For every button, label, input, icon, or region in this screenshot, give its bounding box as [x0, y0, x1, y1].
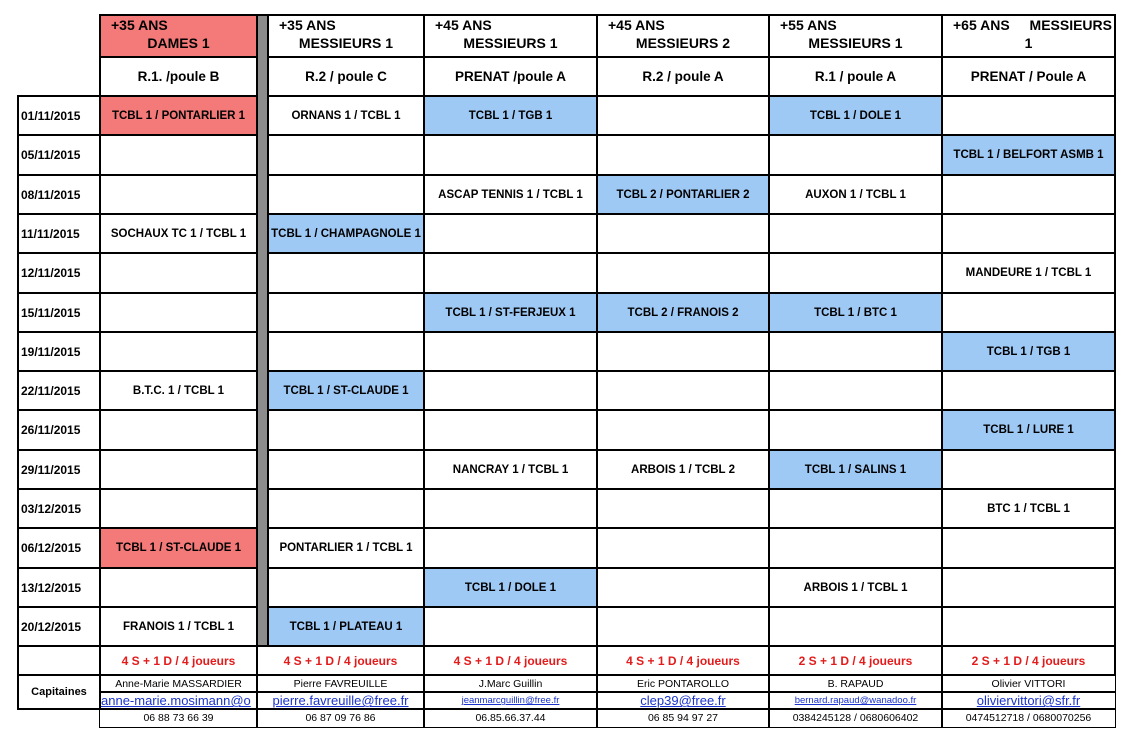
- captain-phone: 06 88 73 66 39: [99, 708, 258, 728]
- age-group: +35 ANS: [279, 17, 336, 33]
- match-cell: ASCAP TENNIS 1 / TCBL 1: [423, 174, 598, 215]
- match-cell: [423, 331, 598, 372]
- match-cell: [596, 370, 770, 411]
- captain-email-link[interactable]: clep39@free.fr: [596, 691, 770, 710]
- captain-phone: 06.85.66.37.44: [423, 708, 598, 728]
- match-date: 26/11/2015: [17, 409, 101, 451]
- match-format: 4 S + 1 D / 4 joueurs: [596, 645, 770, 676]
- match-cell: TCBL 2 / FRANOIS 2: [596, 292, 770, 333]
- category-name: DAMES 1: [147, 35, 210, 51]
- match-cell: [423, 409, 598, 451]
- match-date: 06/12/2015: [17, 527, 101, 569]
- category-name: MESSIEURS 1: [808, 35, 903, 51]
- match-format: 2 S + 1 D / 4 joueurs: [941, 645, 1116, 676]
- match-format: 4 S + 1 D / 4 joueurs: [423, 645, 598, 676]
- category-line: [943, 35, 1114, 53]
- poule-header: R.2 / poule A: [596, 56, 770, 97]
- category-name: MESSIEURS 1: [298, 35, 394, 51]
- match-cell: [99, 409, 258, 451]
- category-header: [267, 14, 425, 58]
- match-cell: B.T.C. 1 / TCBL 1: [99, 370, 258, 411]
- match-cell: [596, 331, 770, 372]
- match-cell: ORNANS 1 / TCBL 1: [267, 95, 425, 136]
- match-cell: [596, 213, 770, 254]
- match-cell: [267, 567, 425, 608]
- poule-header: R.2 / poule C: [267, 56, 425, 97]
- match-cell: [596, 527, 770, 569]
- match-date: 12/11/2015: [17, 252, 101, 294]
- category-header: [99, 14, 258, 58]
- match-cell: TCBL 1 / BELFORT ASMB 1: [941, 134, 1116, 176]
- captain-phone: 06 87 09 76 86: [256, 708, 425, 728]
- captains-label: Capitaines: [17, 674, 101, 710]
- match-date: 08/11/2015: [17, 174, 101, 215]
- captain-email-link[interactable]: pierre.favreuille@free.fr: [256, 691, 425, 710]
- match-cell: ARBOIS 1 / TCBL 2: [596, 449, 770, 490]
- match-cell: [941, 606, 1116, 647]
- match-cell: TCBL 1 / PONTARLIER 1: [99, 95, 258, 136]
- category-line: [770, 35, 941, 53]
- match-cell: [596, 488, 770, 529]
- match-cell: [99, 567, 258, 608]
- match-cell: SOCHAUX TC 1 / TCBL 1: [99, 213, 258, 254]
- match-cell: [267, 331, 425, 372]
- match-cell: [99, 331, 258, 372]
- age-group-line: [598, 17, 768, 35]
- match-cell: TCBL 1 / ST-FERJEUX 1: [423, 292, 598, 333]
- match-format: 4 S + 1 D / 4 joueurs: [99, 645, 258, 676]
- match-cell: TCBL 1 / LURE 1: [941, 409, 1116, 451]
- match-cell: ARBOIS 1 / TCBL 1: [768, 567, 943, 608]
- match-cell: [768, 134, 943, 176]
- age-group: +45 ANS: [608, 17, 665, 33]
- category-header: [941, 14, 1116, 58]
- match-date: 19/11/2015: [17, 331, 101, 372]
- match-cell: [423, 252, 598, 294]
- match-cell: [941, 527, 1116, 569]
- match-cell: MANDEURE 1 / TCBL 1: [941, 252, 1116, 294]
- category-name: MESSIEURS 1: [463, 35, 558, 51]
- category-line: [598, 35, 768, 53]
- match-cell: [99, 449, 258, 490]
- age-group-line: [425, 17, 596, 35]
- captain-phone: 0474512718 / 0680070256: [941, 708, 1116, 728]
- age-group: +55 ANS: [780, 17, 837, 33]
- match-cell: [768, 606, 943, 647]
- poule-header: R.1. /poule B: [99, 56, 258, 97]
- match-date: 05/11/2015: [17, 134, 101, 176]
- match-cell: [941, 174, 1116, 215]
- match-date: 29/11/2015: [17, 449, 101, 490]
- match-cell: [596, 252, 770, 294]
- captain-email-link[interactable]: anne-marie.mosimann@o: [99, 691, 258, 710]
- match-cell: TCBL 1 / DOLE 1: [423, 567, 598, 608]
- match-cell: [267, 409, 425, 451]
- match-cell: [99, 252, 258, 294]
- captain-email-link[interactable]: jeanmarcguillin@free.fr: [423, 691, 598, 710]
- age-group-line: [770, 17, 941, 35]
- match-cell: [768, 331, 943, 372]
- poule-header: PRENAT / Poule A: [941, 56, 1116, 97]
- match-cell: [99, 488, 258, 529]
- match-date: 15/11/2015: [17, 292, 101, 333]
- captain-email-link[interactable]: bernard.rapaud@wanadoo.fr: [768, 691, 943, 710]
- match-cell: TCBL 1 / BTC 1: [768, 292, 943, 333]
- match-date: 13/12/2015: [17, 567, 101, 608]
- category-header: [596, 14, 770, 58]
- match-cell: [941, 95, 1116, 136]
- captain-name: J.Marc Guillin: [423, 674, 598, 693]
- match-cell: [99, 174, 258, 215]
- age-group: +65 ANS: [953, 17, 1010, 33]
- match-cell: [423, 134, 598, 176]
- age-group-line: [101, 17, 256, 35]
- match-cell: TCBL 1 / PLATEAU 1: [267, 606, 425, 647]
- match-cell: [941, 449, 1116, 490]
- match-cell: AUXON 1 / TCBL 1: [768, 174, 943, 215]
- match-cell: [596, 409, 770, 451]
- match-cell: NANCRAY 1 / TCBL 1: [423, 449, 598, 490]
- match-cell: [768, 213, 943, 254]
- match-cell: [423, 527, 598, 569]
- captain-name: Pierre FAVREUILLE: [256, 674, 425, 693]
- category-header: [423, 14, 598, 58]
- captain-phone: 0384245128 / 0680606402: [768, 708, 943, 728]
- match-cell: [941, 370, 1116, 411]
- captain-name: Anne-Marie MASSARDIER: [99, 674, 258, 693]
- match-cell: [267, 134, 425, 176]
- poule-header: R.1 / poule A: [768, 56, 943, 97]
- format-row-label: [17, 645, 101, 676]
- age-group-line: [269, 17, 423, 35]
- match-cell: TCBL 1 / ST-CLAUDE 1: [99, 527, 258, 569]
- match-cell: TCBL 2 / PONTARLIER 2: [596, 174, 770, 215]
- match-cell: TCBL 1 / TGB 1: [423, 95, 598, 136]
- captain-phone: 06 85 94 97 27: [596, 708, 770, 728]
- match-cell: [941, 213, 1116, 254]
- category-name: MESSIEURS 2: [635, 35, 731, 51]
- category-name: MESSIEURS: [1029, 17, 1112, 33]
- match-cell: [267, 449, 425, 490]
- match-format: 2 S + 1 D / 4 joueurs: [768, 645, 943, 676]
- match-format: 4 S + 1 D / 4 joueurs: [256, 645, 425, 676]
- match-cell: [596, 134, 770, 176]
- match-cell: [423, 370, 598, 411]
- match-cell: FRANOIS 1 / TCBL 1: [99, 606, 258, 647]
- category-line: [269, 35, 423, 53]
- match-date: 11/11/2015: [17, 213, 101, 254]
- captain-name: Olivier VITTORI: [941, 674, 1116, 693]
- match-cell: [768, 370, 943, 411]
- match-cell: [768, 488, 943, 529]
- match-cell: TCBL 1 / TGB 1: [941, 331, 1116, 372]
- match-cell: [423, 213, 598, 254]
- match-cell: BTC 1 / TCBL 1: [941, 488, 1116, 529]
- match-cell: [941, 567, 1116, 608]
- age-group: +35 ANS: [111, 17, 168, 33]
- match-cell: [99, 134, 258, 176]
- match-cell: [423, 606, 598, 647]
- match-date: 03/12/2015: [17, 488, 101, 529]
- category-header: [768, 14, 943, 58]
- match-cell: TCBL 1 / SALINS 1: [768, 449, 943, 490]
- category-line: [425, 35, 596, 53]
- match-cell: [267, 174, 425, 215]
- match-cell: [768, 409, 943, 451]
- match-cell: [768, 252, 943, 294]
- match-cell: [941, 292, 1116, 333]
- match-cell: TCBL 1 / ST-CLAUDE 1: [267, 370, 425, 411]
- match-cell: [596, 567, 770, 608]
- match-cell: [596, 606, 770, 647]
- match-cell: TCBL 1 / CHAMPAGNOLE 1: [267, 213, 425, 254]
- category-number: 1: [1024, 35, 1033, 51]
- match-date: 22/11/2015: [17, 370, 101, 411]
- age-group: +45 ANS: [435, 17, 492, 33]
- match-cell: [267, 292, 425, 333]
- poule-header: PRENAT /poule A: [423, 56, 598, 97]
- match-cell: TCBL 1 / DOLE 1: [768, 95, 943, 136]
- age-group-line: [943, 17, 1114, 35]
- captain-name: B. RAPAUD: [768, 674, 943, 693]
- match-cell: PONTARLIER 1 / TCBL 1: [267, 527, 425, 569]
- match-cell: [267, 488, 425, 529]
- match-cell: [423, 488, 598, 529]
- captain-email-link[interactable]: oliviervittori@sfr.fr: [941, 691, 1116, 710]
- match-date: 20/12/2015: [17, 606, 101, 647]
- match-cell: [99, 292, 258, 333]
- match-date: 01/11/2015: [17, 95, 101, 136]
- match-cell: [267, 252, 425, 294]
- match-cell: [768, 527, 943, 569]
- match-cell: [596, 95, 770, 136]
- column-separator: [258, 14, 267, 646]
- category-line: [101, 35, 256, 53]
- captain-name: Eric PONTAROLLO: [596, 674, 770, 693]
